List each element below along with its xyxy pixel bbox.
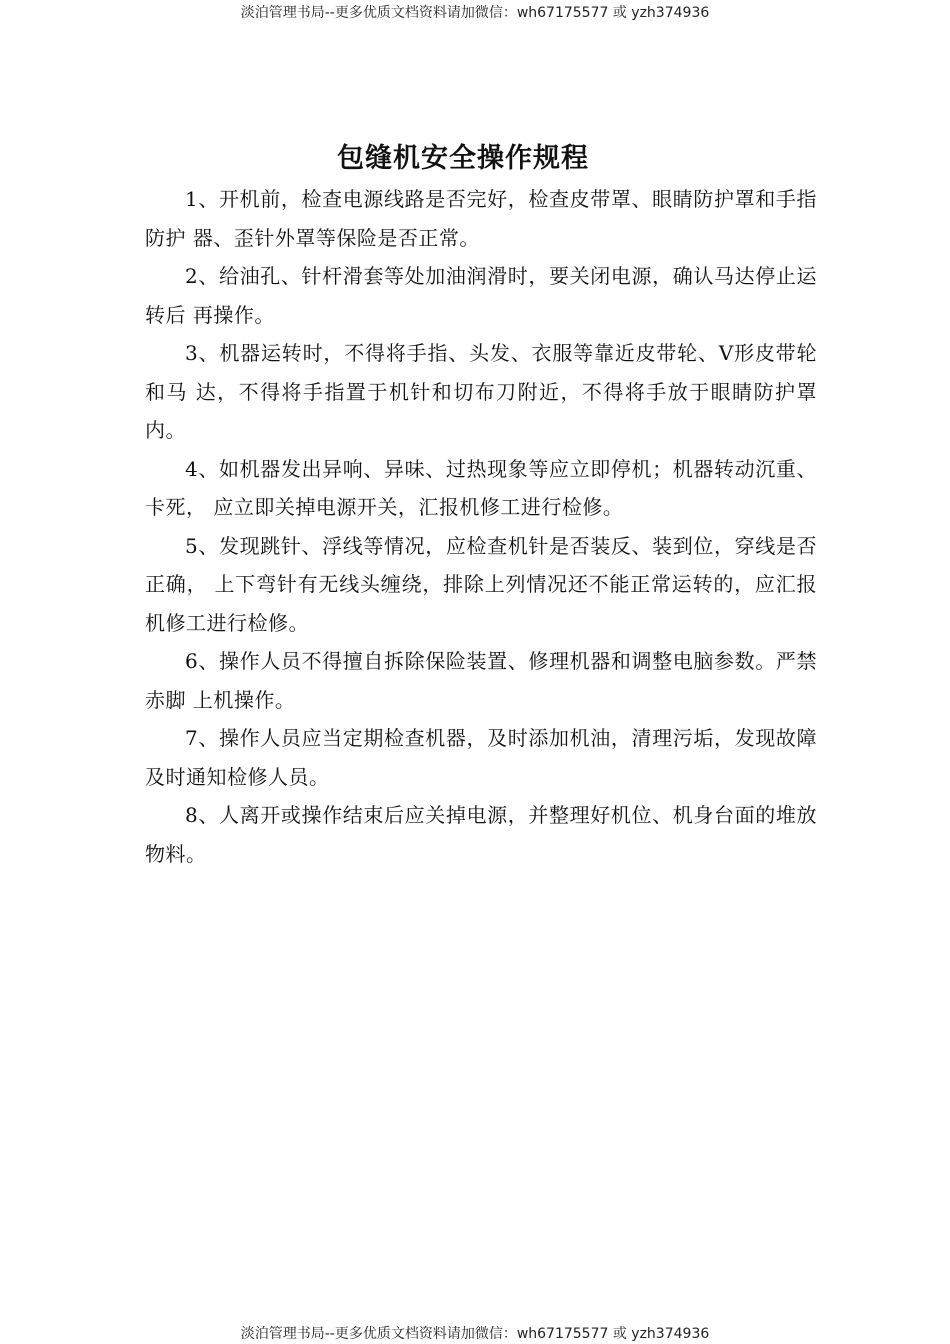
rule-paragraph-3: 3、机器运转时，不得将手指、头发、衣服等靠近皮带轮、V形皮带轮和马 达，不得将手指置于机针和切布刀附近，不得将手放于眼睛防护罩内。 [145,341,817,442]
rule-paragraph-7: 7、操作人员应当定期检查机器，及时添加机油，清理污垢，发现故障及时通知检修人员。 [145,726,817,789]
document-body [145,180,817,873]
rule-paragraph-6: 6、操作人员不得擅自拆除保险装置、修理机器和调整电脑参数。严禁赤脚 上机操作。 [145,649,817,712]
footer-note: 淡泊管理书局--更多优质文档资料请加微信：wh67175577 或 yzh374936 [240,1326,710,1342]
rule-paragraph-4: 4、如机器发出异响、异味、过热现象等应立即停机；机器转动沉重、卡死， 应立即关掉电源开关，汇报机修工进行检修。 [145,456,817,519]
rule-paragraph-1: 1、开机前，检查电源线路是否完好，检查皮带罩、眼睛防护罩和手指防护 器、歪针外罩等保险是否正常。 [145,187,817,250]
header-note: 淡泊管理书局--更多优质文档资料请加微信：wh67175577 或 yzh374936 [240,5,710,21]
rule-paragraph-8: 8、人离开或操作结束后应关掉电源，并整理好机位、机身台面的堆放物料。 [145,803,817,866]
rule-paragraph-2: 2、给油孔、针杆滑套等处加油润滑时，要关闭电源，确认马达停止运转后 再操作。 [145,264,817,327]
rule-paragraph-5: 5、发现跳针、浮线等情况，应检查机针是否装反、装到位，穿线是否正确， 上下弯针有无线头缠绕，排除上列情况还不能正常运转的，应汇报机修工进行检修。 [145,533,817,635]
document-title: 包缝机安全操作规程 [337,143,589,174]
